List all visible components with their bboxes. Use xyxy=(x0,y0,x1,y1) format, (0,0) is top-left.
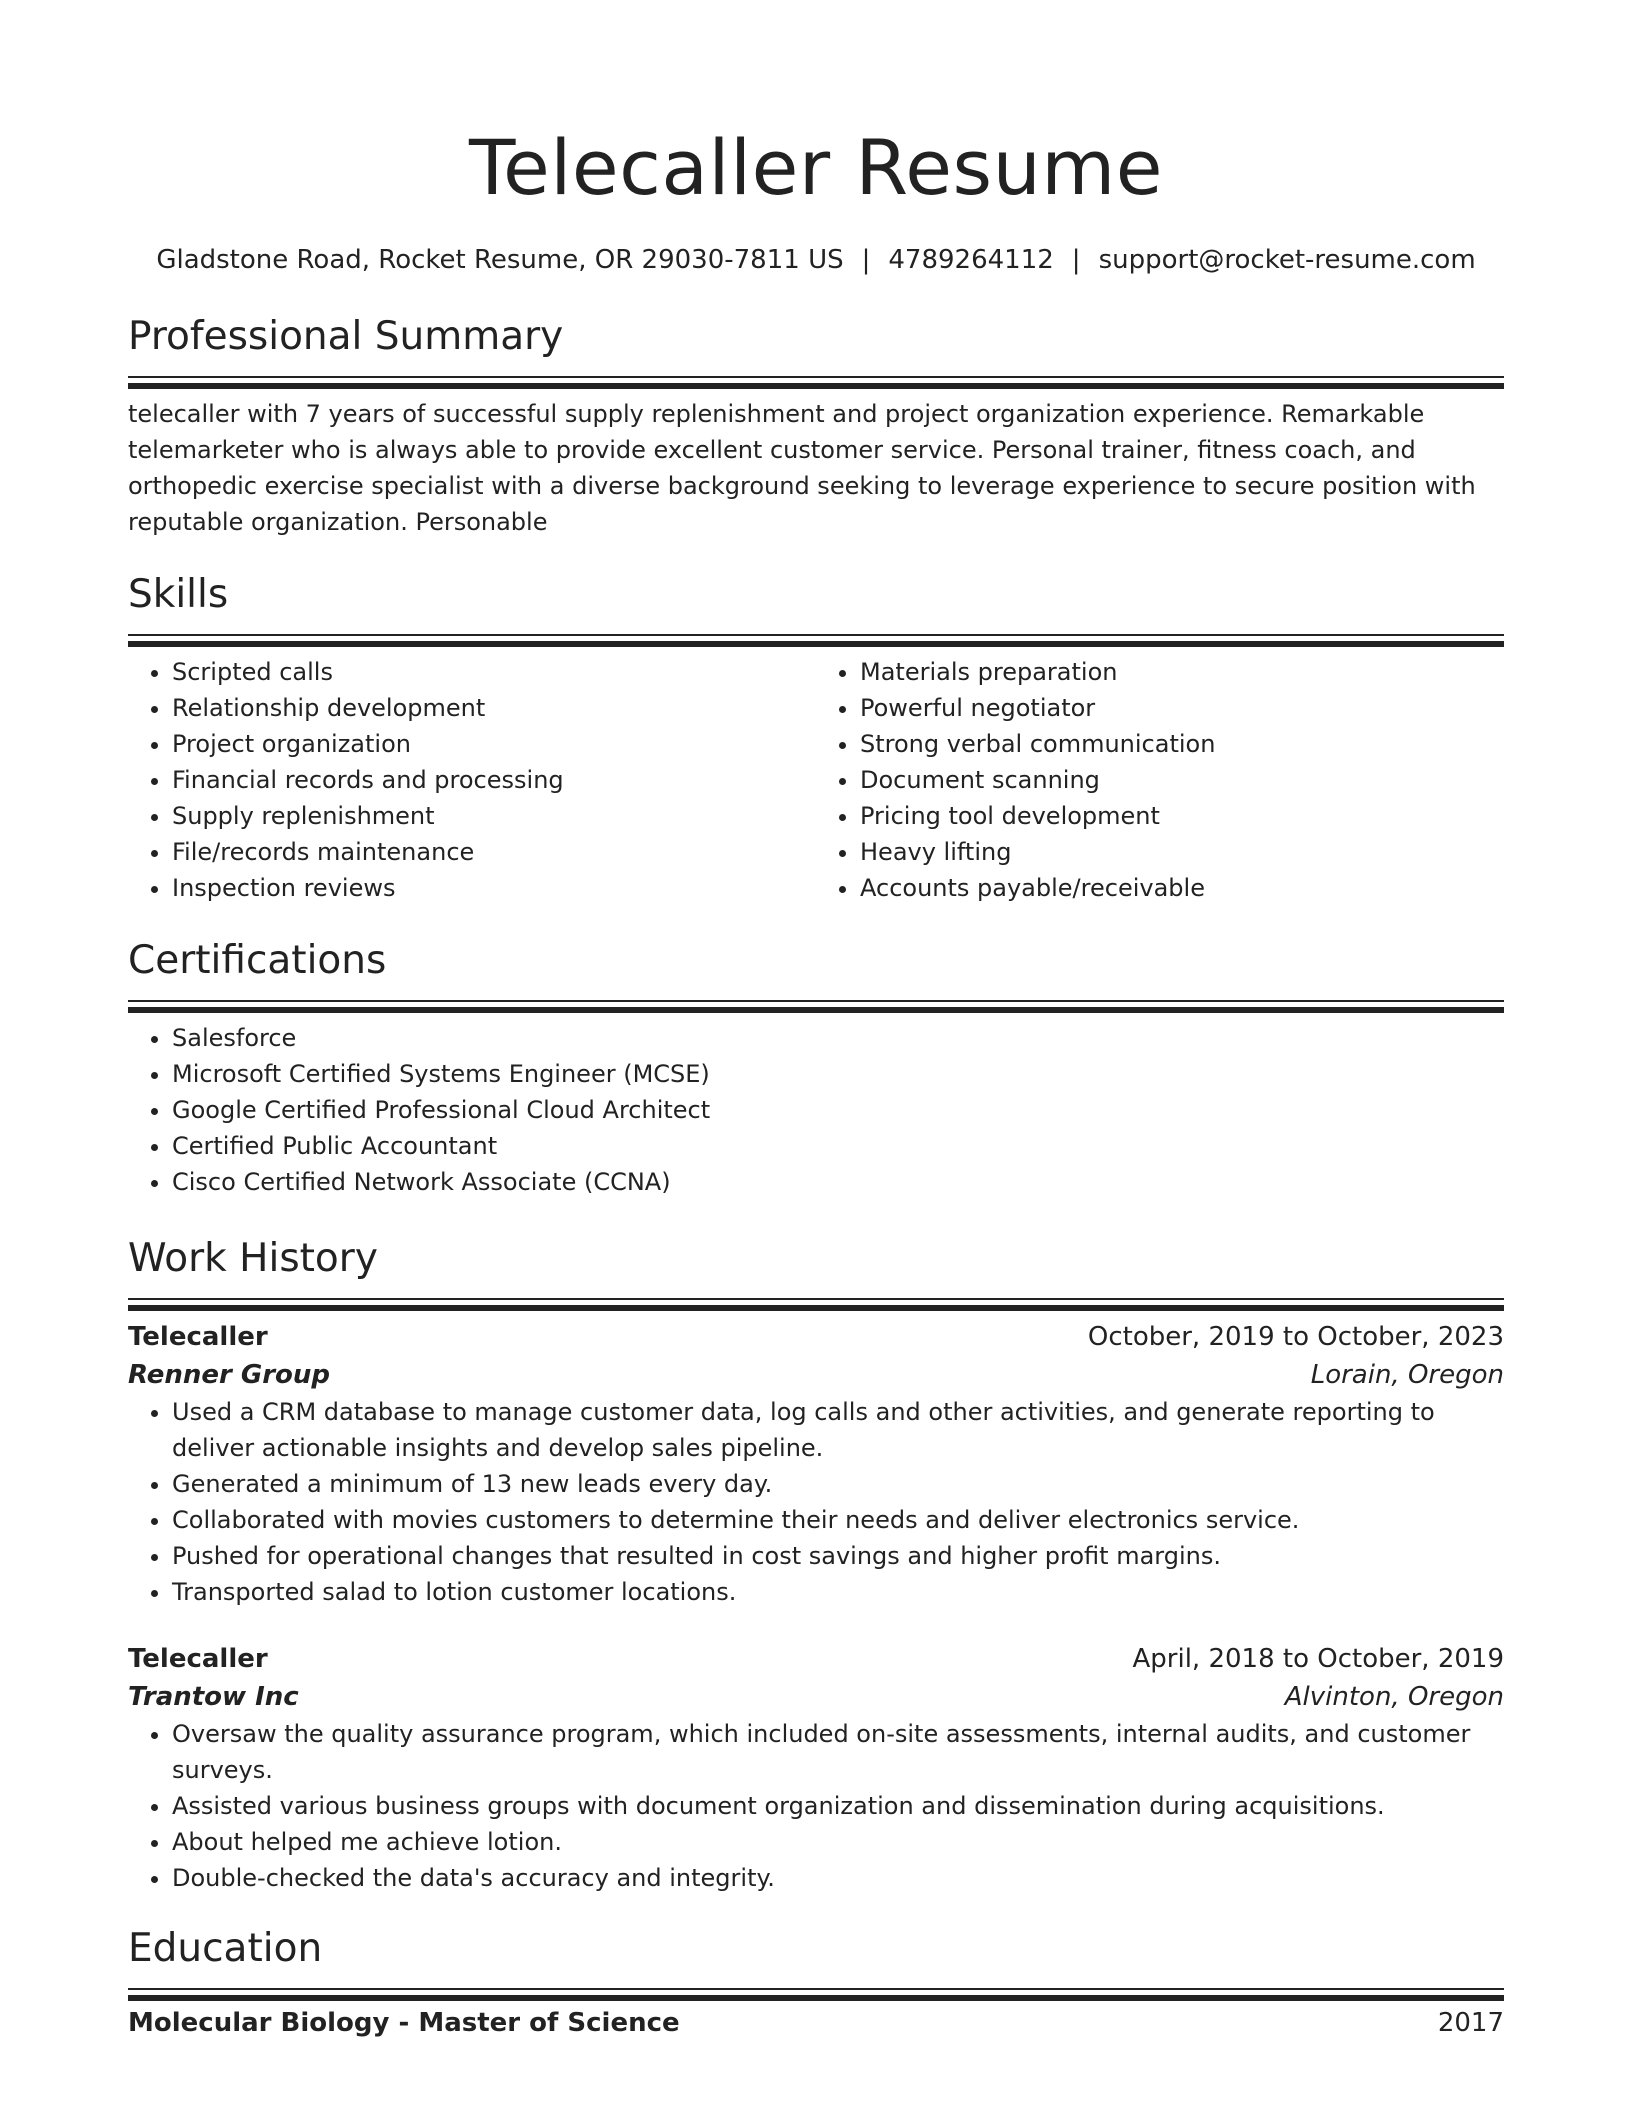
section-divider xyxy=(128,1988,1504,1990)
job-dates: April, 2018 to October, 2019 xyxy=(1132,1644,1504,1674)
job-subheader xyxy=(128,1678,1504,1716)
education-section xyxy=(128,1924,1504,2042)
section-title-education: Education xyxy=(128,1926,323,1971)
skill-item: • Relationship development xyxy=(172,690,816,726)
section-divider xyxy=(128,1000,1504,1002)
job-bullet: • Double-checked the data's accuracy and integrity. xyxy=(172,1860,1504,1896)
skill-item: • Materials preparation xyxy=(860,654,1504,690)
job-title: Telecaller xyxy=(128,1322,268,1352)
job-entry xyxy=(128,1318,1504,1610)
job-company: Trantow Inc xyxy=(128,1682,299,1712)
contact-separator: | xyxy=(861,245,871,275)
job-bullets xyxy=(128,1716,1504,1896)
skill-item: • Supply replenishment xyxy=(172,798,816,834)
job-location: Lorain, Oregon xyxy=(1310,1360,1504,1390)
skill-item: • Project organization xyxy=(172,726,816,762)
education-year: 2017 xyxy=(1437,2008,1504,2038)
section-title-summary: Professional Summary xyxy=(128,314,564,359)
certification-item: • Google Certified Professional Cloud Architect xyxy=(172,1092,1504,1128)
certifications-list xyxy=(128,1020,1504,1200)
contact-address: Gladstone Road, Rocket Resume, OR 29030-7811 US xyxy=(156,245,844,275)
skill-item: • Accounts payable/receivable xyxy=(860,870,1504,906)
job-bullet: • About helped me achieve lotion. xyxy=(172,1824,1504,1860)
job-bullet: • Used a CRM database to manage customer data, log calls and other activities, and generate reporting to deliver actionable insights and develop sales pipeline. xyxy=(172,1394,1504,1466)
contact-phone: 4789264112 xyxy=(888,245,1054,275)
certification-item: • Cisco Certified Network Associate (CCNA) xyxy=(172,1164,1504,1200)
job-subheader xyxy=(128,1356,1504,1394)
job-entry xyxy=(128,1640,1504,1896)
skill-item: • Scripted calls xyxy=(172,654,816,690)
skill-item: • File/records maintenance xyxy=(172,834,816,870)
certifications-section xyxy=(128,936,1504,1200)
job-company: Renner Group xyxy=(128,1360,331,1390)
skill-item: • Heavy lifting xyxy=(860,834,1504,870)
summary-section xyxy=(128,312,1504,540)
job-header xyxy=(128,1640,1504,1678)
skills-columns xyxy=(128,654,1504,906)
skills-list-right xyxy=(816,654,1504,906)
certification-item: • Microsoft Certified Systems Engineer (MCSE) xyxy=(172,1056,1504,1092)
job-bullet: • Collaborated with movies customers to determine their needs and deliver electronics service. xyxy=(172,1502,1504,1538)
certification-item: • Salesforce xyxy=(172,1020,1504,1056)
job-location: Alvinton, Oregon xyxy=(1284,1682,1504,1712)
contact-separator: | xyxy=(1071,245,1081,275)
job-bullet: • Generated a minimum of 13 new leads every day. xyxy=(172,1466,1504,1502)
resume-page xyxy=(128,0,1504,2042)
skill-item: • Inspection reviews xyxy=(172,870,816,906)
section-divider xyxy=(128,1298,1504,1300)
skills-list-left xyxy=(128,654,816,906)
summary-text: telecaller with 7 years of successful supply replenishment and project organization experience. Remarkable telemarketer who is always able to provide excellent customer service. Personal trainer, fitness coach, and orthopedic exercise specialist with a diverse background seeking to leverage experience to secure position with reputable organization. Personable xyxy=(128,400,1476,536)
section-title-skills: Skills xyxy=(128,572,229,617)
job-bullet: • Oversaw the quality assurance program, which included on-site assessments, internal audits, and customer surveys. xyxy=(172,1716,1504,1788)
education-degree: Molecular Biology - Master of Science xyxy=(128,2008,680,2038)
job-bullets xyxy=(128,1394,1504,1610)
section-title-certifications: Certifications xyxy=(128,938,387,983)
job-header xyxy=(128,1318,1504,1356)
job-bullet: • Transported salad to lotion customer locations. xyxy=(172,1574,1504,1610)
work-history-section xyxy=(128,1234,1504,1896)
job-bullet: • Pushed for operational changes that resulted in cost savings and higher profit margins. xyxy=(172,1538,1504,1574)
skill-item: • Document scanning xyxy=(860,762,1504,798)
skill-item: • Strong verbal communication xyxy=(860,726,1504,762)
job-bullet: • Assisted various business groups with document organization and dissemination during acquisitions. xyxy=(172,1788,1504,1824)
job-dates: October, 2019 to October, 2023 xyxy=(1087,1322,1504,1352)
section-divider xyxy=(128,376,1504,378)
contact-email: support@rocket-resume.com xyxy=(1098,245,1476,275)
education-entry xyxy=(128,2004,1504,2042)
contact-line xyxy=(128,242,1504,278)
resume-title: Telecaller Resume xyxy=(468,123,1164,212)
skill-item: • Powerful negotiator xyxy=(860,690,1504,726)
section-divider xyxy=(128,634,1504,636)
certification-item: • Certified Public Accountant xyxy=(172,1128,1504,1164)
section-title-work-history: Work History xyxy=(128,1236,378,1281)
skill-item: • Financial records and processing xyxy=(172,762,816,798)
skill-item: • Pricing tool development xyxy=(860,798,1504,834)
job-title: Telecaller xyxy=(128,1644,268,1674)
skills-section xyxy=(128,570,1504,906)
